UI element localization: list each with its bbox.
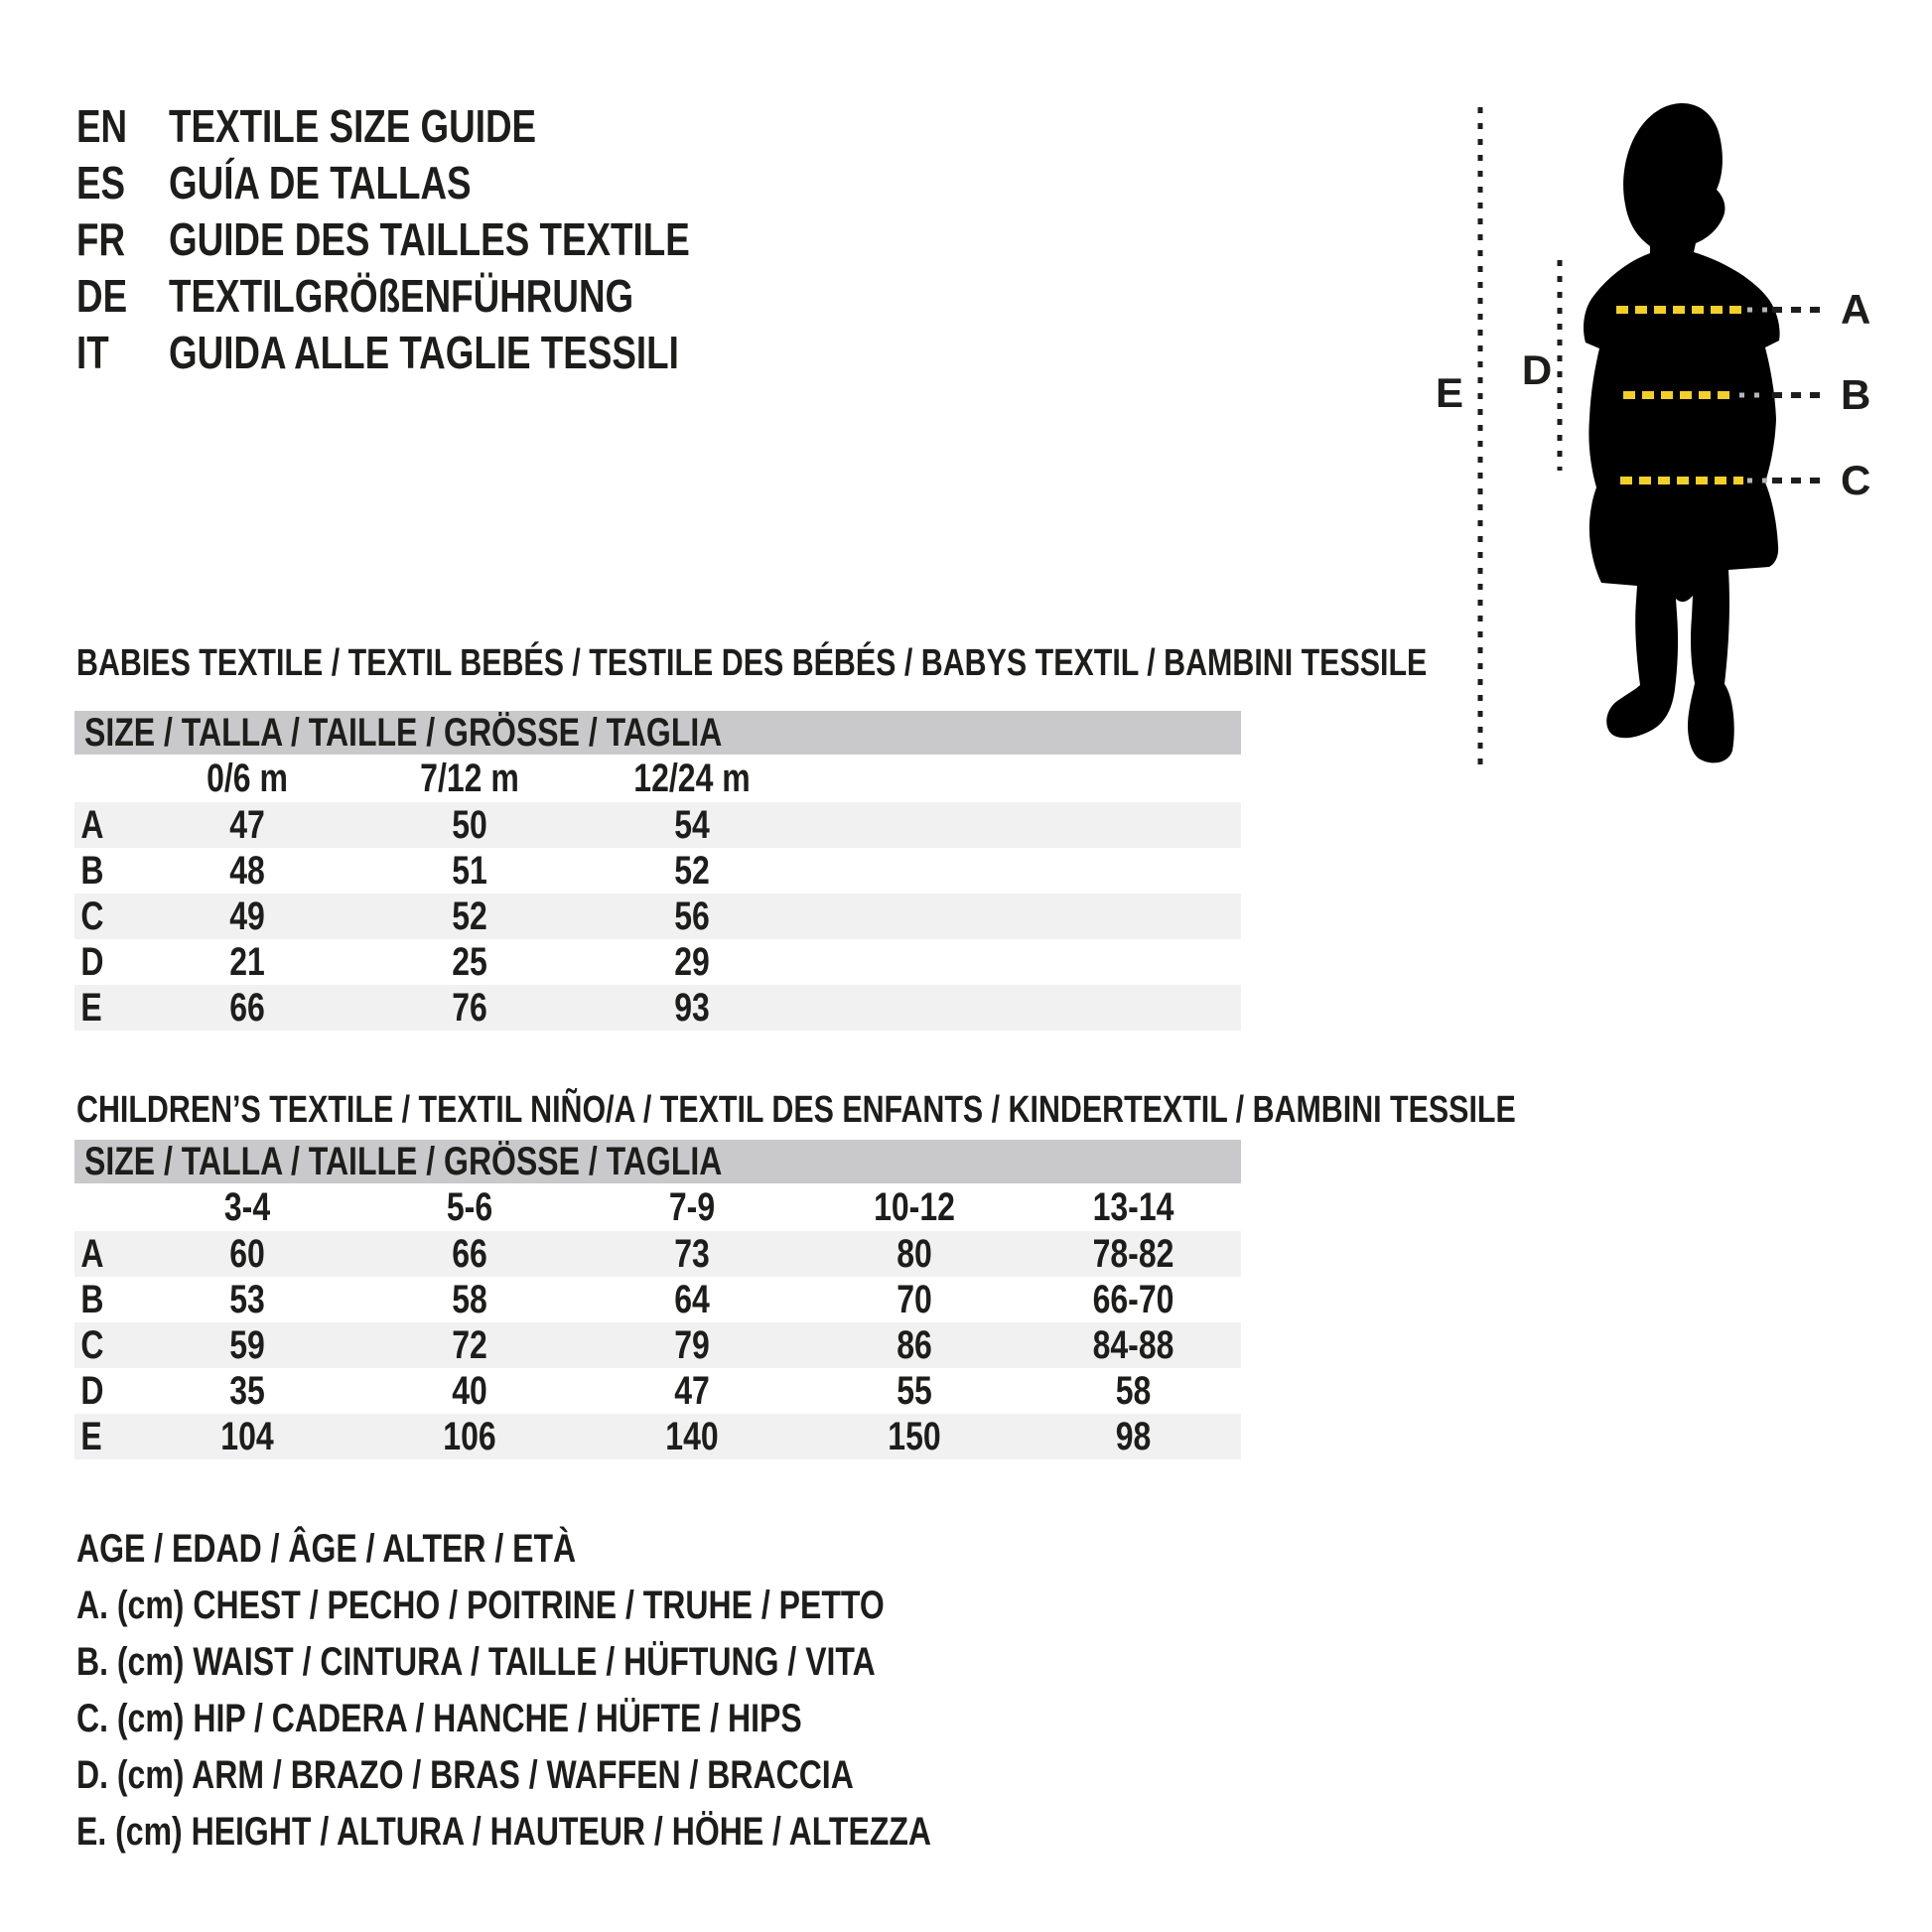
children-size-table (74, 1140, 1241, 1459)
size-header-text: SIZE / TALLA / TAILLE / GRÖSSE / TAGLIA (84, 710, 723, 755)
marker-label-waist: B (1841, 371, 1871, 418)
table-row (74, 1322, 1241, 1368)
lang-title: GUIDE DES TAILLES TEXTILE (169, 212, 690, 265)
children-table-header-bar (74, 1140, 1241, 1183)
babies-table-header-bar (74, 711, 1241, 755)
row-label: E (80, 1414, 102, 1458)
cell: 47 (229, 802, 265, 847)
lang-row-es (76, 154, 820, 210)
cell: 66 (229, 985, 265, 1030)
legend-line-chest (76, 1578, 1145, 1634)
cell: 53 (229, 1277, 265, 1321)
column-header: 12/24 m (633, 756, 751, 800)
row-label: C (80, 894, 104, 938)
cell: 84-88 (1092, 1322, 1174, 1367)
cell: 104 (220, 1414, 274, 1458)
cell: 52 (674, 848, 710, 893)
lang-code: DE (76, 269, 128, 322)
table-row (74, 985, 1241, 1031)
column-header: 0/6 m (207, 756, 288, 800)
cell: 51 (452, 848, 487, 893)
cell: 66 (452, 1231, 487, 1276)
cell: 40 (452, 1368, 487, 1413)
row-label: C (80, 1322, 104, 1367)
babies-column-header-row (74, 755, 1241, 802)
children-section-title (76, 1086, 1875, 1134)
lang-row-de (76, 267, 820, 324)
language-title-list (76, 97, 820, 380)
legend-text: D. (cm) ARM / BRAZO / BRAS / WAFFEN / BRACCIA (76, 1753, 854, 1797)
cell: 140 (665, 1414, 719, 1458)
cell: 150 (888, 1414, 941, 1458)
marker-label-chest: A (1841, 286, 1871, 333)
lang-title: TEXTILE SIZE GUIDE (169, 99, 537, 152)
lang-row-fr (76, 210, 820, 267)
size-header-text: SIZE / TALLA / TAILLE / GRÖSSE / TAGLIA (84, 1139, 723, 1183)
table-row (74, 939, 1241, 985)
cell: 35 (229, 1368, 265, 1413)
legend-text: AGE / EDAD / ÂGE / ALTER / ETÀ (76, 1527, 577, 1571)
table-row (74, 802, 1241, 848)
row-label: E (80, 985, 102, 1030)
cell: 58 (452, 1277, 487, 1321)
legend-line-age (76, 1521, 1145, 1578)
cell: 72 (452, 1322, 487, 1367)
cell: 25 (452, 939, 487, 984)
cell: 29 (674, 939, 710, 984)
lang-row-en (76, 97, 820, 154)
cell: 21 (229, 939, 265, 984)
legend-line-arm (76, 1747, 1145, 1804)
cell: 56 (674, 894, 710, 938)
lang-code: IT (76, 326, 109, 378)
cell: 76 (452, 985, 487, 1030)
legend-line-waist (76, 1634, 1145, 1691)
measurement-legend (76, 1521, 1145, 1861)
children-section-title-text: CHILDREN’S TEXTILE / TEXTIL NIÑO/A / TEXTIL DES ENFANTS / KINDERTEXTIL / BAMBINI TESSILE (76, 1089, 1516, 1131)
lang-row-it (76, 324, 820, 380)
cell: 52 (452, 894, 487, 938)
table-row (74, 894, 1241, 939)
row-label: A (80, 1231, 104, 1276)
legend-text: E. (cm) HEIGHT / ALTURA / HAUTEUR / HÖHE / ALTEZZA (76, 1810, 932, 1854)
cell: 55 (897, 1368, 932, 1413)
column-header: 7/12 m (420, 756, 519, 800)
cell: 60 (229, 1231, 265, 1276)
marker-label-height: E (1435, 369, 1464, 416)
marker-label-hip: C (1841, 457, 1871, 503)
legend-line-hip (76, 1691, 1145, 1747)
row-label: B (80, 848, 104, 893)
cell: 79 (674, 1322, 710, 1367)
row-label: B (80, 1277, 104, 1321)
lang-title: GUIDA ALLE TAGLIE TESSILI (169, 326, 679, 378)
table-row (74, 848, 1241, 894)
table-row (74, 1277, 1241, 1322)
row-label: D (80, 939, 104, 984)
row-label: A (80, 802, 104, 847)
cell: 50 (452, 802, 487, 847)
column-header: 10-12 (874, 1184, 955, 1229)
cell: 48 (229, 848, 265, 893)
cell: 54 (674, 802, 710, 847)
marker-label-arm: D (1521, 346, 1553, 393)
cell: 106 (443, 1414, 496, 1458)
lang-title: TEXTILGRÖßENFÜHRUNG (169, 269, 634, 322)
cell: 86 (897, 1322, 932, 1367)
legend-text: A. (cm) CHEST / PECHO / POITRINE / TRUHE / PETTO (76, 1584, 885, 1627)
cell: 78-82 (1092, 1231, 1174, 1276)
cell: 93 (674, 985, 710, 1030)
lang-title: GUÍA DE TALLAS (169, 156, 472, 208)
cell: 66-70 (1092, 1277, 1174, 1321)
column-header: 5-6 (446, 1184, 493, 1229)
babies-size-table (74, 711, 1241, 1031)
table-row (74, 1368, 1241, 1414)
cell: 73 (674, 1231, 710, 1276)
row-label: D (80, 1368, 104, 1413)
babies-section-title (76, 639, 1764, 687)
table-row (74, 1414, 1241, 1459)
babies-section-title-text: BABIES TEXTILE / TEXTIL BEBÉS / TESTILE DES BÉBÉS / BABYS TEXTIL / BAMBINI TESSILE (76, 642, 1428, 684)
cell: 70 (897, 1277, 932, 1321)
legend-text: B. (cm) WAIST / CINTURA / TAILLE / HÜFTUNG / VITA (76, 1640, 876, 1684)
cell: 64 (674, 1277, 710, 1321)
cell: 80 (897, 1231, 932, 1276)
cell: 59 (229, 1322, 265, 1367)
column-header: 13-14 (1092, 1184, 1174, 1229)
cell: 49 (229, 894, 265, 938)
legend-line-height (76, 1804, 1145, 1861)
lang-code: FR (76, 212, 126, 265)
table-row (74, 1231, 1241, 1277)
lang-code: ES (76, 156, 126, 208)
cell: 58 (1115, 1368, 1152, 1413)
legend-text: C. (cm) HIP / CADERA / HANCHE / HÜFTE / HIPS (76, 1697, 802, 1740)
column-header: 3-4 (223, 1184, 271, 1229)
cell: 98 (1115, 1414, 1152, 1458)
cell: 47 (674, 1368, 710, 1413)
lang-code: EN (76, 99, 128, 152)
column-header: 7-9 (668, 1184, 716, 1229)
children-column-header-row (74, 1183, 1241, 1231)
